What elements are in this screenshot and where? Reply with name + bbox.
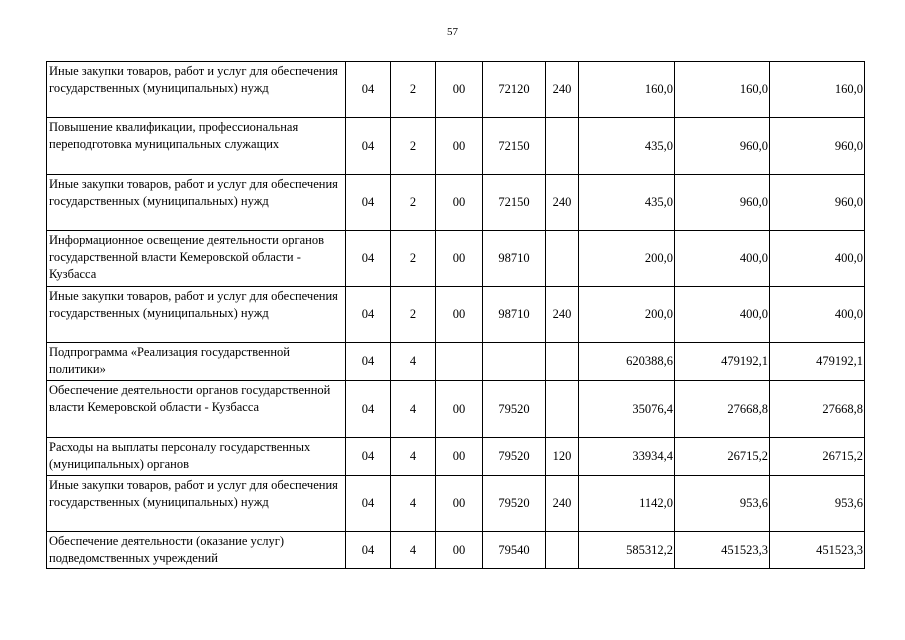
row-year3: 400,0 bbox=[770, 287, 865, 343]
row-year3: 953,6 bbox=[770, 476, 865, 532]
row-year2: 400,0 bbox=[675, 287, 770, 343]
table-row bbox=[47, 438, 865, 476]
row-rz: 04 bbox=[346, 231, 391, 287]
row-rz: 04 bbox=[346, 343, 391, 381]
page-number: 57 bbox=[447, 26, 458, 38]
row-name: Информационное освещение деятельности органов государственной власти Кемеровской области - Кузбасса bbox=[47, 231, 346, 287]
row-year1: 200,0 bbox=[579, 231, 675, 287]
row-rz: 04 bbox=[346, 532, 391, 569]
row-rz: 04 bbox=[346, 381, 391, 438]
row-vr bbox=[546, 231, 579, 287]
row-ks: 00 bbox=[436, 532, 483, 569]
row-ks: 00 bbox=[436, 231, 483, 287]
budget-table bbox=[46, 61, 865, 569]
row-pr: 4 bbox=[391, 532, 436, 569]
row-pr: 4 bbox=[391, 343, 436, 381]
row-code: 98710 bbox=[483, 231, 546, 287]
table-row bbox=[47, 381, 865, 438]
row-name: Подпрограмма «Реализация государственной политики» bbox=[47, 343, 346, 381]
row-year1: 160,0 bbox=[579, 62, 675, 118]
row-pr: 2 bbox=[391, 175, 436, 231]
row-name: Иные закупки товаров, работ и услуг для обеспечения государственных (муниципальных) нужд bbox=[47, 62, 346, 118]
row-pr: 2 bbox=[391, 62, 436, 118]
row-year2: 479192,1 bbox=[675, 343, 770, 381]
row-name: Иные закупки товаров, работ и услуг для обеспечения государственных (муниципальных) нужд bbox=[47, 175, 346, 231]
row-year3: 27668,8 bbox=[770, 381, 865, 438]
row-rz: 04 bbox=[346, 175, 391, 231]
row-ks: 00 bbox=[436, 287, 483, 343]
row-name: Иные закупки товаров, работ и услуг для обеспечения государственных (муниципальных) нужд bbox=[47, 476, 346, 532]
table-row bbox=[47, 532, 865, 569]
row-year1: 33934,4 bbox=[579, 438, 675, 476]
row-name: Обеспечение деятельности органов государственной власти Кемеровской области - Кузбасса bbox=[47, 381, 346, 438]
row-vr: 240 bbox=[546, 175, 579, 231]
row-year1: 585312,2 bbox=[579, 532, 675, 569]
row-ks: 00 bbox=[436, 62, 483, 118]
row-rz: 04 bbox=[346, 476, 391, 532]
row-pr: 2 bbox=[391, 118, 436, 175]
table-row bbox=[47, 287, 865, 343]
row-code: 72150 bbox=[483, 118, 546, 175]
row-name: Расходы на выплаты персоналу государственных (муниципальных) органов bbox=[47, 438, 346, 476]
row-pr: 4 bbox=[391, 381, 436, 438]
row-ks: 00 bbox=[436, 438, 483, 476]
row-rz: 04 bbox=[346, 438, 391, 476]
row-vr bbox=[546, 343, 579, 381]
row-pr: 2 bbox=[391, 231, 436, 287]
row-rz: 04 bbox=[346, 62, 391, 118]
row-vr bbox=[546, 381, 579, 438]
row-year2: 960,0 bbox=[675, 118, 770, 175]
row-rz: 04 bbox=[346, 287, 391, 343]
row-code: 72120 bbox=[483, 62, 546, 118]
row-year3: 26715,2 bbox=[770, 438, 865, 476]
row-year3: 960,0 bbox=[770, 175, 865, 231]
row-pr: 2 bbox=[391, 287, 436, 343]
row-year2: 400,0 bbox=[675, 231, 770, 287]
row-year1: 35076,4 bbox=[579, 381, 675, 438]
row-ks: 00 bbox=[436, 118, 483, 175]
row-vr: 240 bbox=[546, 62, 579, 118]
row-vr bbox=[546, 532, 579, 569]
row-pr: 4 bbox=[391, 438, 436, 476]
row-vr: 240 bbox=[546, 287, 579, 343]
row-name: Иные закупки товаров, работ и услуг для обеспечения государственных (муниципальных) нужд bbox=[47, 287, 346, 343]
row-year2: 160,0 bbox=[675, 62, 770, 118]
row-code: 79520 bbox=[483, 381, 546, 438]
table-row bbox=[47, 343, 865, 381]
row-year3: 479192,1 bbox=[770, 343, 865, 381]
row-year3: 400,0 bbox=[770, 231, 865, 287]
row-vr: 120 bbox=[546, 438, 579, 476]
row-pr: 4 bbox=[391, 476, 436, 532]
row-year1: 435,0 bbox=[579, 175, 675, 231]
row-year1: 620388,6 bbox=[579, 343, 675, 381]
table-row bbox=[47, 118, 865, 175]
row-vr bbox=[546, 118, 579, 175]
row-code: 79520 bbox=[483, 476, 546, 532]
row-year3: 160,0 bbox=[770, 62, 865, 118]
row-year1: 1142,0 bbox=[579, 476, 675, 532]
row-year1: 200,0 bbox=[579, 287, 675, 343]
row-name: Обеспечение деятельности (оказание услуг) подведомственных учреждений bbox=[47, 532, 346, 569]
row-code: 79520 bbox=[483, 438, 546, 476]
row-year2: 953,6 bbox=[675, 476, 770, 532]
row-year2: 27668,8 bbox=[675, 381, 770, 438]
row-year3: 451523,3 bbox=[770, 532, 865, 569]
row-code: 72150 bbox=[483, 175, 546, 231]
row-ks bbox=[436, 343, 483, 381]
row-vr: 240 bbox=[546, 476, 579, 532]
table-row bbox=[47, 476, 865, 532]
row-ks: 00 bbox=[436, 476, 483, 532]
row-code: 98710 bbox=[483, 287, 546, 343]
table-row bbox=[47, 231, 865, 287]
row-rz: 04 bbox=[346, 118, 391, 175]
row-name: Повышение квалификации, профессиональная переподготовка муниципальных служащих bbox=[47, 118, 346, 175]
row-year2: 451523,3 bbox=[675, 532, 770, 569]
row-year2: 960,0 bbox=[675, 175, 770, 231]
row-year2: 26715,2 bbox=[675, 438, 770, 476]
row-code: 79540 bbox=[483, 532, 546, 569]
row-ks: 00 bbox=[436, 175, 483, 231]
row-ks: 00 bbox=[436, 381, 483, 438]
table-row bbox=[47, 62, 865, 118]
row-code bbox=[483, 343, 546, 381]
row-year3: 960,0 bbox=[770, 118, 865, 175]
table-row bbox=[47, 175, 865, 231]
row-year1: 435,0 bbox=[579, 118, 675, 175]
